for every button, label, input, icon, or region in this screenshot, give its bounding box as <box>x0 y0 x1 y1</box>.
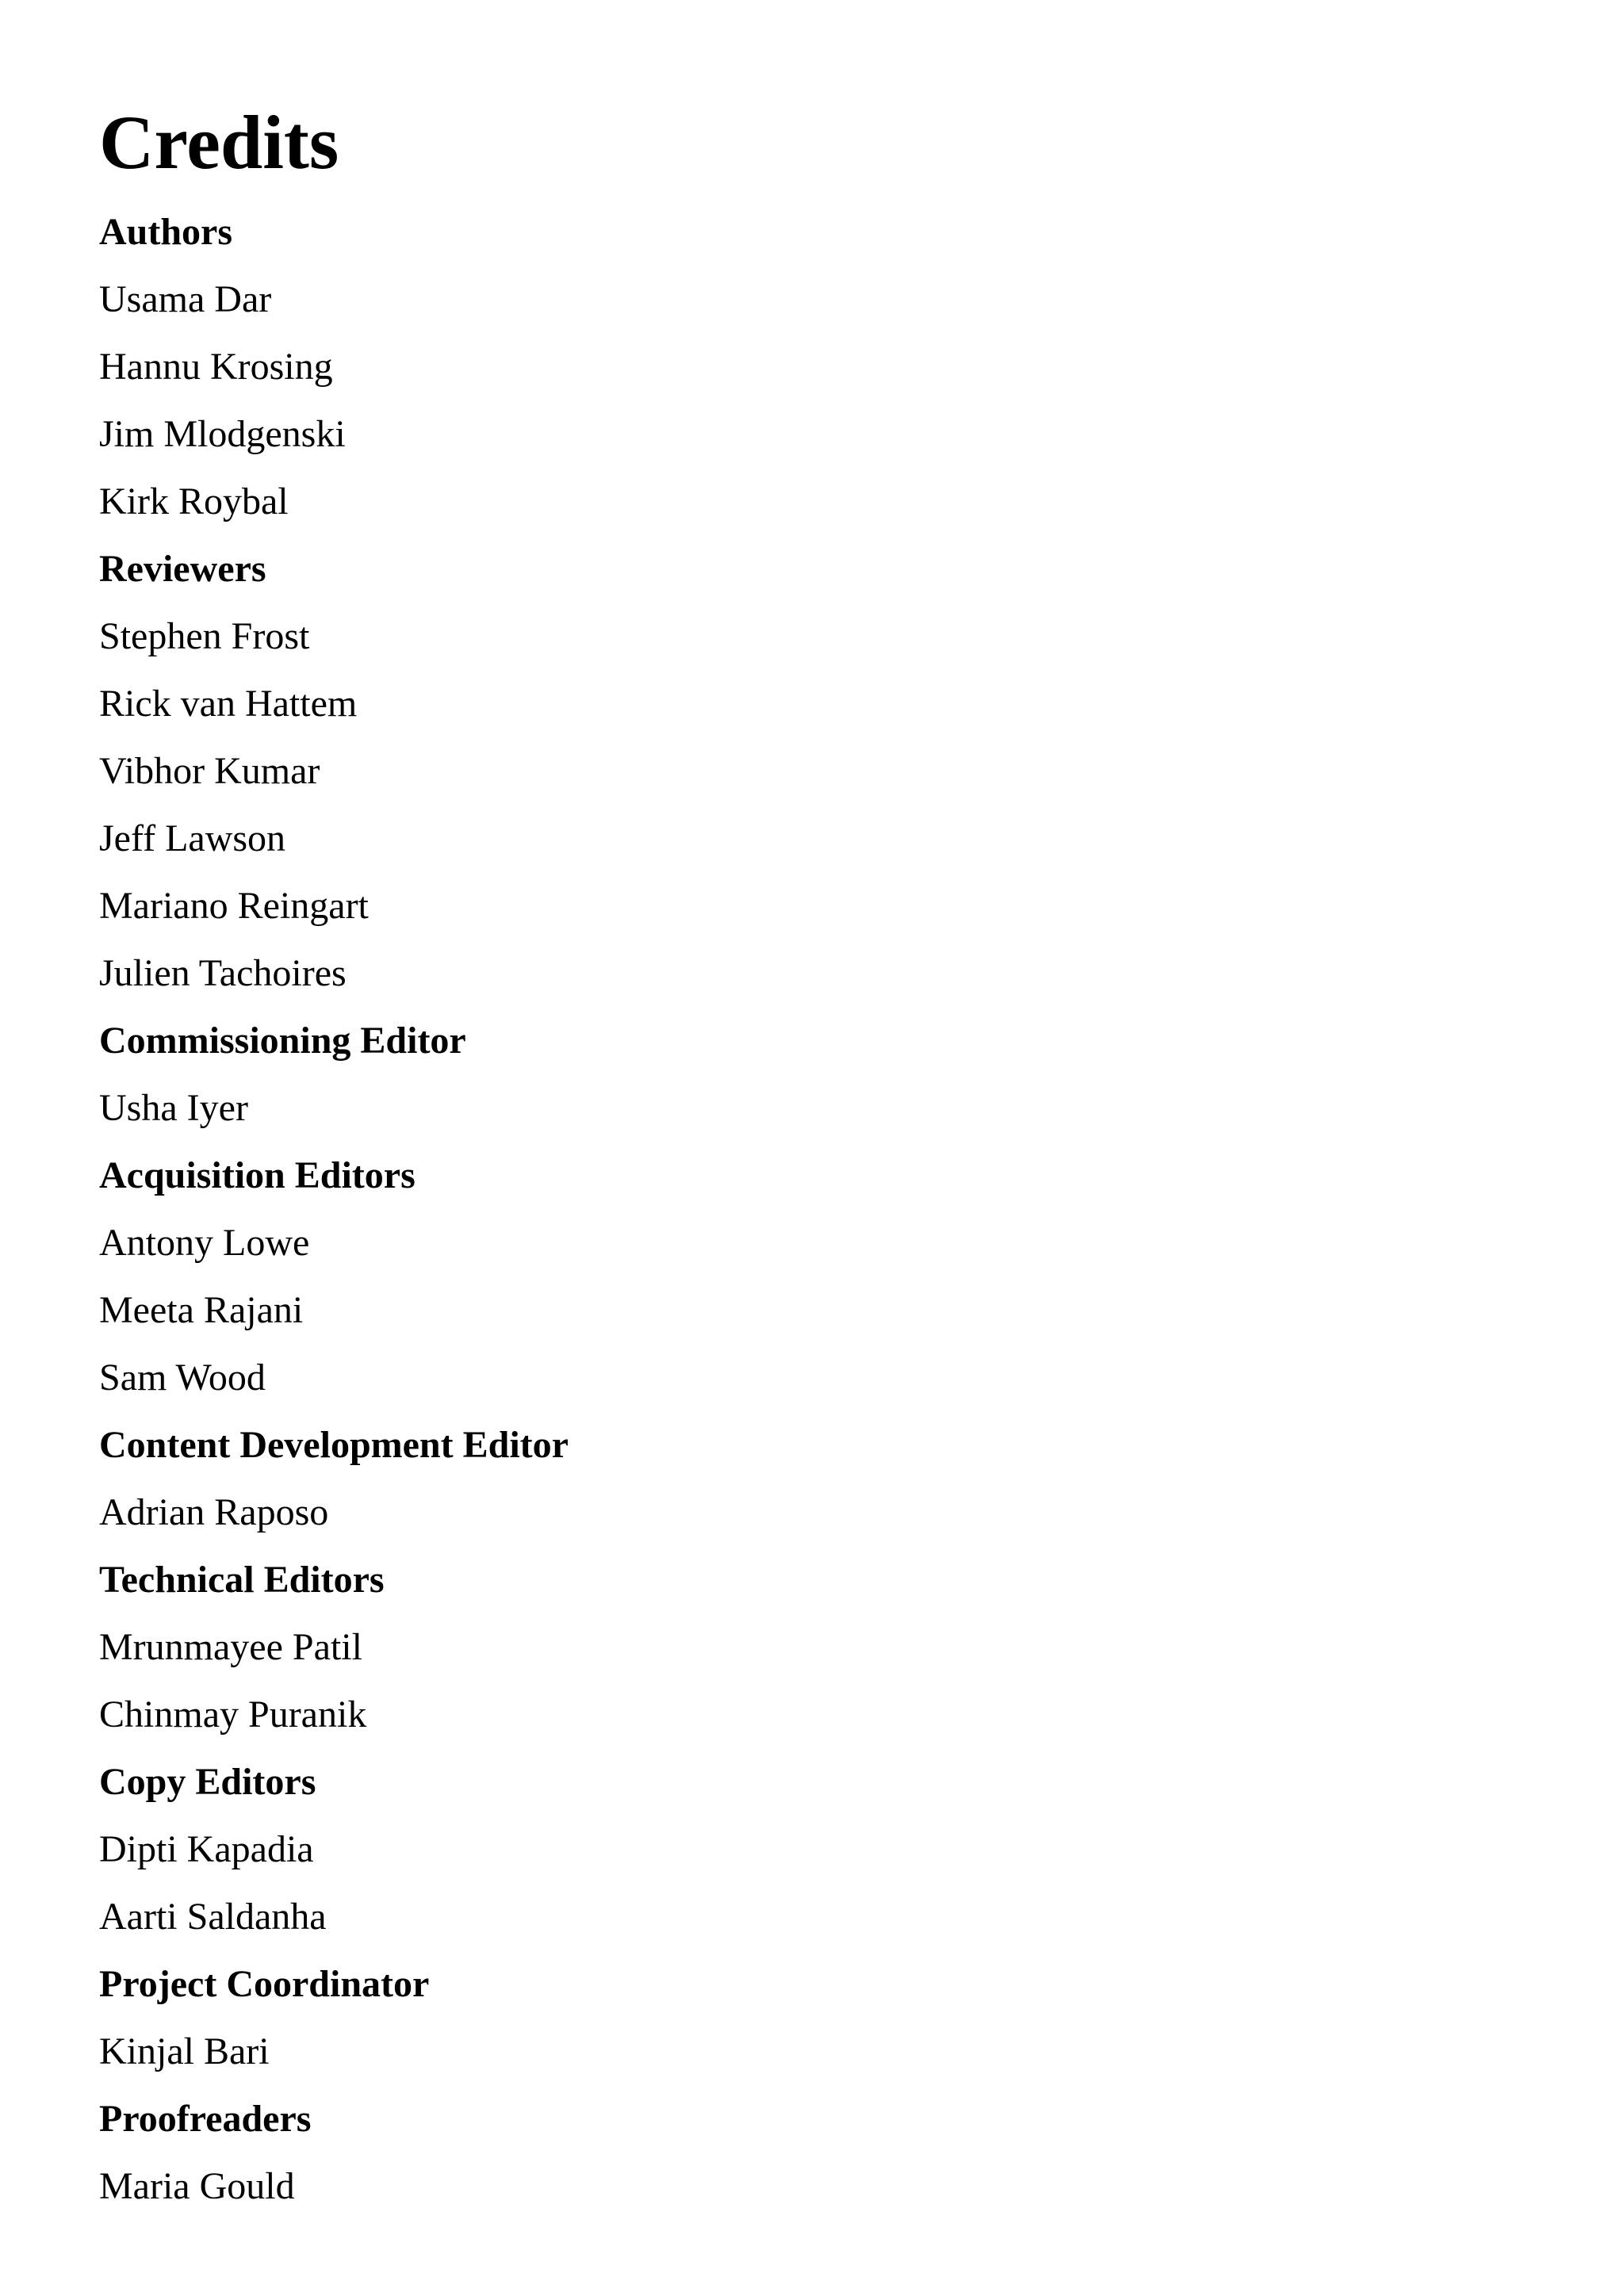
credit-name: Sam Wood <box>99 1357 266 1399</box>
credit-name: Adrian Raposo <box>99 1491 329 1533</box>
credit-name: Mrunmayee Patil <box>99 1626 362 1668</box>
credit-name: Jim Mlodgenski <box>99 413 346 455</box>
credits-section <box>99 1950 1526 2085</box>
section-heading: Commissioning Editor <box>99 1020 466 1062</box>
section-heading: Reviewers <box>99 548 266 590</box>
section-heading: Content Development Editor <box>99 1424 569 1466</box>
credits-page <box>99 95 1526 2220</box>
section-heading: Copy Editors <box>99 1761 316 1803</box>
credits-section <box>99 535 1526 1007</box>
credits-section <box>99 1007 1526 1142</box>
credits-section <box>99 1546 1526 1748</box>
section-heading: Project Coordinator <box>99 1963 430 2005</box>
credit-name: Kirk Roybal <box>99 480 289 522</box>
credit-name: Dipti Kapadia <box>99 1828 314 1870</box>
credit-name: Jeff Lawson <box>99 817 286 859</box>
credit-name: Mariano Reingart <box>99 885 369 927</box>
section-heading: Authors <box>99 211 233 253</box>
credit-name: Usama Dar <box>99 278 272 320</box>
credit-name: Usha Iyer <box>99 1087 248 1129</box>
credit-name: Stephen Frost <box>99 615 310 657</box>
credit-name: Julien Tachoires <box>99 952 347 994</box>
credit-name: Chinmay Puranik <box>99 1693 367 1735</box>
section-heading: Proofreaders <box>99 2098 312 2140</box>
credits-section <box>99 2085 1526 2220</box>
section-heading: Technical Editors <box>99 1559 385 1601</box>
credits-section <box>99 1748 1526 1950</box>
credit-name: Meeta Rajani <box>99 1289 304 1331</box>
credit-name: Maria Gould <box>99 2165 295 2207</box>
credit-name: Hannu Krosing <box>99 346 333 388</box>
section-heading: Acquisition Editors <box>99 1154 416 1196</box>
credits-section <box>99 1142 1526 1411</box>
credit-name: Antony Lowe <box>99 1222 310 1264</box>
credit-name: Aarti Saldanha <box>99 1896 327 1938</box>
credits-section <box>99 198 1526 535</box>
credit-name: Vibhor Kumar <box>99 750 320 792</box>
credits-list <box>99 198 1526 2220</box>
credit-name: Rick van Hattem <box>99 683 358 725</box>
credit-name: Kinjal Bari <box>99 2030 270 2072</box>
credits-section <box>99 1411 1526 1546</box>
page-title: Credits <box>99 100 339 185</box>
